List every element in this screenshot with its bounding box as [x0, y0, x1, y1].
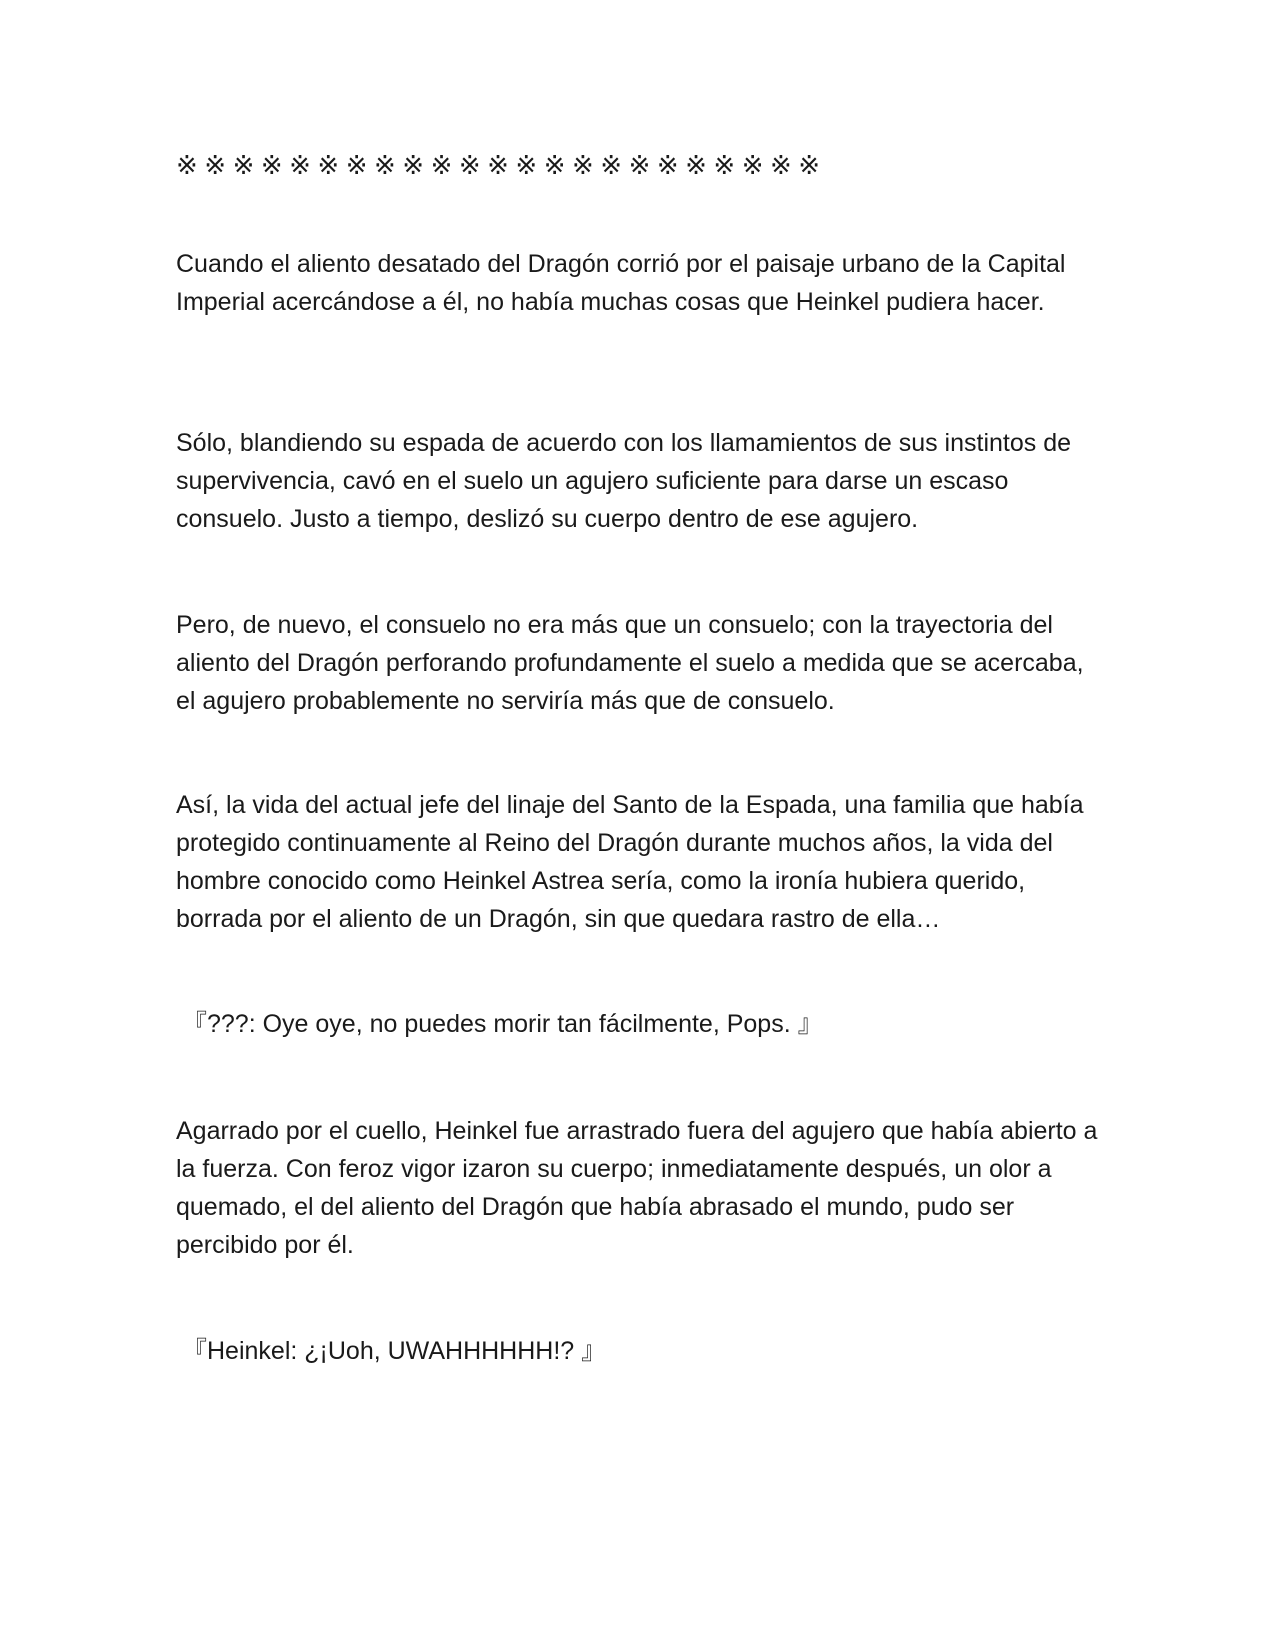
paragraph-4: Así, la vida del actual jefe del linaje del Santo de la Espada, una familia que había protegido continuamente al Reino del Dragón durante muchos años, la vida del hombre conocido como Heinkel Astrea sería, como la ironía hubiera querido, borrada por el aliento de un Dragón, sin que quedara rastro de ella… — [176, 791, 1084, 933]
paragraph-5: Agarrado por el cuello, Heinkel fue arrastrado fuera del agujero que había abierto a la fuerza. Con feroz vigor izaron su cuerpo; inmediatamente después, un olor a quemado, el del aliento del Dragón que había abrasado el mundo, pudo ser percibido por él. — [176, 1117, 1098, 1259]
dialogue-unknown: 『???: Oye oye, no puedes morir tan fácilmente, Pops. 』 — [182, 1010, 823, 1038]
dialogue-heinkel: 『Heinkel: ¿¡Uoh, UWAHHHHHH!? 』 — [182, 1337, 607, 1365]
scene-separator: ※※※※※※※※※※※※※※※※※※※※※※※ — [176, 151, 827, 181]
paragraph-1: Cuando el aliento desatado del Dragón corrió por el paisaje urbano de la Capital Imperial acercándose a él, no había muchas cosas que Heinkel pudiera hacer. — [176, 250, 1066, 316]
paragraph-3: Pero, de nuevo, el consuelo no era más que un consuelo; con la trayectoria del aliento del Dragón perforando profundamente el suelo a medida que se acercaba, el agujero probablemente no serviría más que de consuelo. — [176, 611, 1084, 715]
paragraph-2: Sólo, blandiendo su espada de acuerdo con los llamamientos de sus instintos de supervivencia, cavó en el suelo un agujero suficiente para darse un escaso consuelo. Justo a tiempo, deslizó su cuerpo dentro de ese agujero. — [176, 429, 1072, 533]
